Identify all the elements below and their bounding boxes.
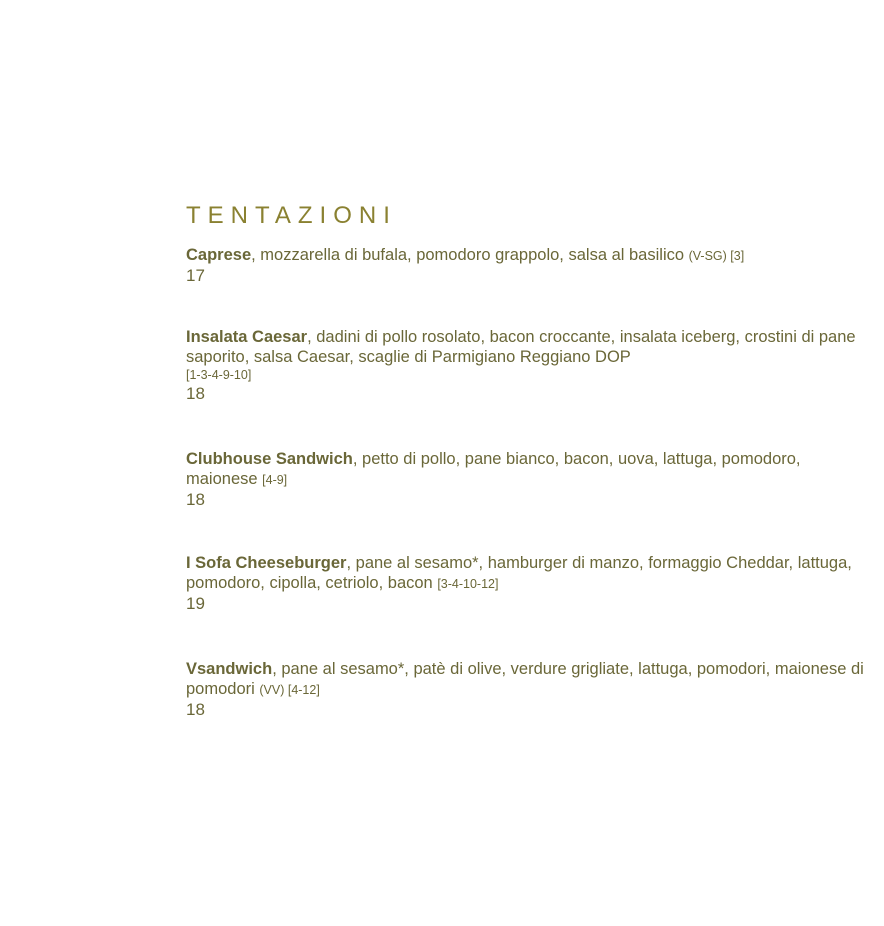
menu-item-vsandwich [186,659,866,720]
menu-item-tags: [3-4-10-12] [437,577,499,591]
menu-item-description [186,659,866,700]
menu-item-ingredients: , pane al sesamo*, hamburger di manzo, formaggio Cheddar, lattuga, pomodoro, cipolla, cetriolo, bacon [186,554,852,592]
menu-item-price: 18 [186,384,205,403]
menu-item-description [186,553,866,594]
menu-item-price: 19 [186,594,205,613]
menu-item-name: I Sofa Cheeseburger [186,554,347,572]
menu-item-tags: (V-SG) [3] [688,249,745,263]
menu-item-description [186,245,866,266]
menu-item-ingredients: , mozzarella di bufala, pomodoro grappolo, salsa al basilico [251,246,689,264]
menu-item-sofa-cheeseburger [186,553,866,614]
menu-item-price: 18 [186,490,205,509]
menu-item-tags: [4-9] [262,473,288,487]
menu-item-tags: [1-3-4-9-10] [186,368,252,382]
menu-item-caprese [186,245,866,286]
menu-item-name: Caprese [186,246,252,264]
menu-item-ingredients: , dadini di pollo rosolato, bacon croccante, insalata iceberg, crostini di pane saporito, salsa Caesar, scaglie di Parmigiano Reggiano DOP [186,328,856,366]
menu-item-clubhouse-sandwich [186,449,866,510]
menu-item-name: Insalata Caesar [186,328,308,346]
menu-item-price: 17 [186,266,205,285]
section-title: TENTAZIONI [186,202,397,229]
menu-item-description [186,327,866,367]
menu-item-description [186,449,866,490]
menu-item-ingredients: , pane al sesamo*, patè di olive, verdure grigliate, lattuga, pomodori, maionese di pomodori [186,660,864,698]
menu-item-price: 18 [186,700,205,719]
menu-item-insalata-caesar [186,327,866,404]
menu-item-tags: (VV) [4-12] [259,683,320,697]
menu-item-name: Vsandwich [186,660,273,678]
menu-item-ingredients: , petto di pollo, pane bianco, bacon, uova, lattuga, pomodoro, maionese [186,450,801,488]
menu-item-name: Clubhouse Sandwich [186,450,353,468]
